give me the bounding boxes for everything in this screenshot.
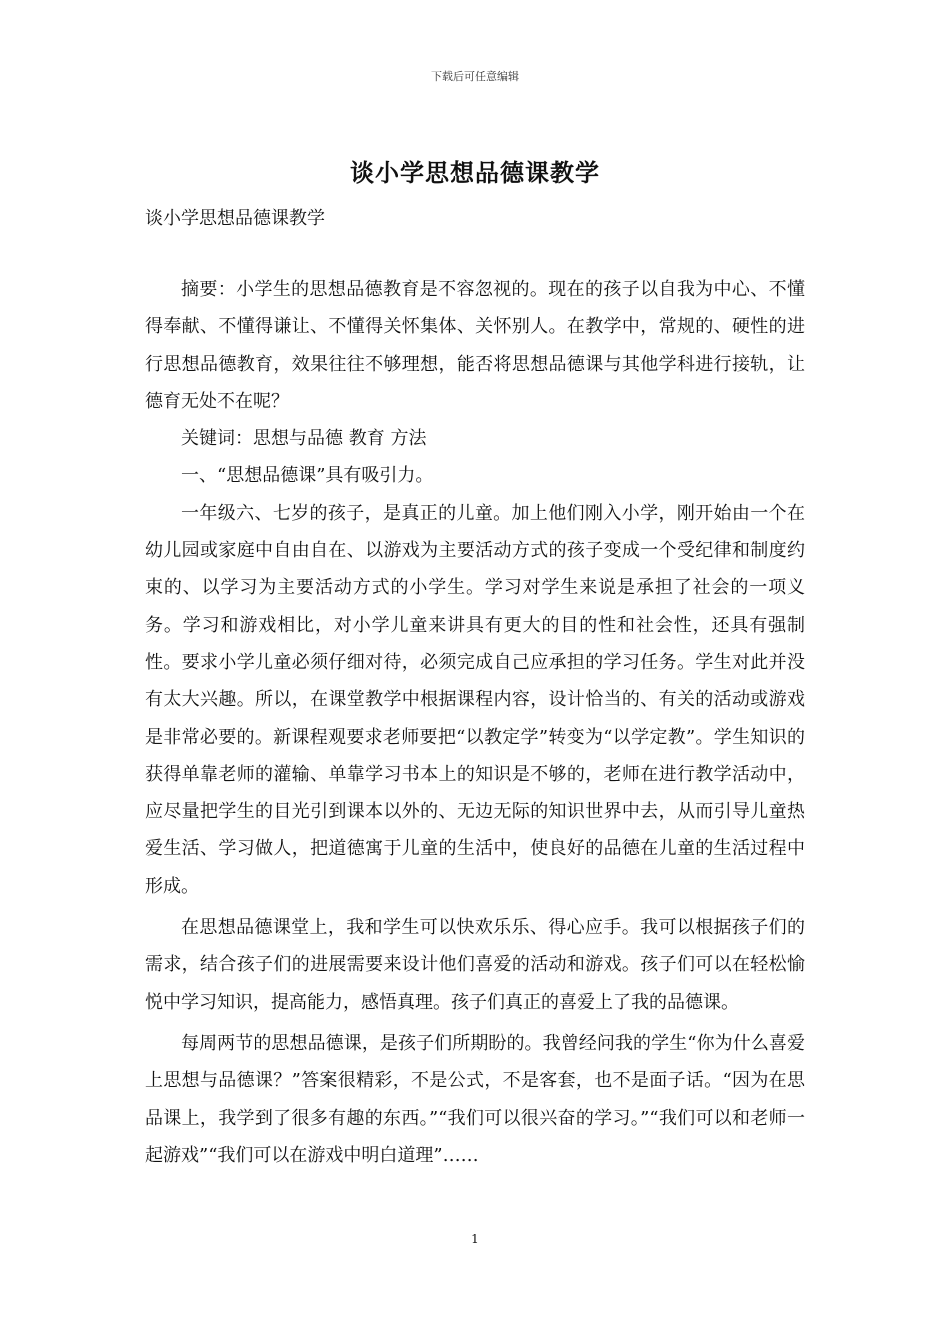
keywords-paragraph: 关键词：思想与品德 教育 方法 (181, 428, 427, 450)
body-paragraph: 在思想品德课堂上，我和学生可以快欢乐乐、得心应手。我可以根据孩子们的需求，结合孩子们的进展需要来设计他们喜爱的活动和游戏。孩子们可以在轻松愉悦中学习知识，提高能力，感悟真理。孩子们真正的喜爱上了我的品德课。 (145, 917, 805, 1013)
document-subtitle: 谈小学思想品德课教学 (145, 208, 325, 229)
body-paragraph: 一年级六、七岁的孩子，是真正的儿童。加上他们刚入小学，刚开始由一个在幼儿园或家庭中自由自在、以游戏为主要活动方式的孩子变成一个受纪律和制度约束的、以学习为主要活动方式的小学生。学习对学生来说是承担了社会的一项义务。学习和游戏相比，对小学儿童来讲具有更大的目的性和社会性，还具有强制性。要求小学儿童必须仔细对待，必须完成自己应承担的学习任务。学生对此并没有太大兴趣。所以，在课堂教学中根据课程内容，设计恰当的、有关的活动或游戏是非常必要的。新课程观要求老师要把“以教定学”转变为“以学定教”。学生知识的获得单靠老师的灌输、单靠学习书本上的知识是不够的，老师在进行教学活动中，应尽量把学生的目光引到课本以外的、无边无际的知识世界中去，从而引导儿童热爱生活、学习做人，把道德寓于儿童的生活中，使良好的品德在儿童的生活过程中形成。 (145, 502, 805, 897)
document-body (145, 200, 805, 1174)
abstract-paragraph: 摘要：小学生的思想品德教育是不容忽视的。现在的孩子以自我为中心、不懂得奉献、不懂得谦让、不懂得关怀集体、关怀别人。在教学中，常规的、硬性的进行思想品德教育，效果往往不够理想，能否将思想品德课与其他学科进行接轨，让德育无处不在呢？ (145, 279, 805, 412)
blank-line (145, 237, 805, 271)
page-number: 1 (471, 1232, 479, 1246)
document-title: 谈小学思想品德课教学 (350, 159, 600, 187)
body-paragraph: 每周两节的思想品德课，是孩子们所期盼的。我曾经问我的学生“你为什么喜爱上思想与品德课？”答案很精彩，不是公式，不是客套，也不是面子话。“因为在思品课上，我学到了很多有趣的东西。”“我们可以很兴奋的学习。”“我们可以和老师一起游戏”“我们可以在游戏中明白道理”…… (145, 1032, 805, 1166)
section-heading: 一、“思想品德课”具有吸引力。 (181, 465, 434, 487)
header-note: 下载后可任意编辑 (431, 70, 519, 83)
